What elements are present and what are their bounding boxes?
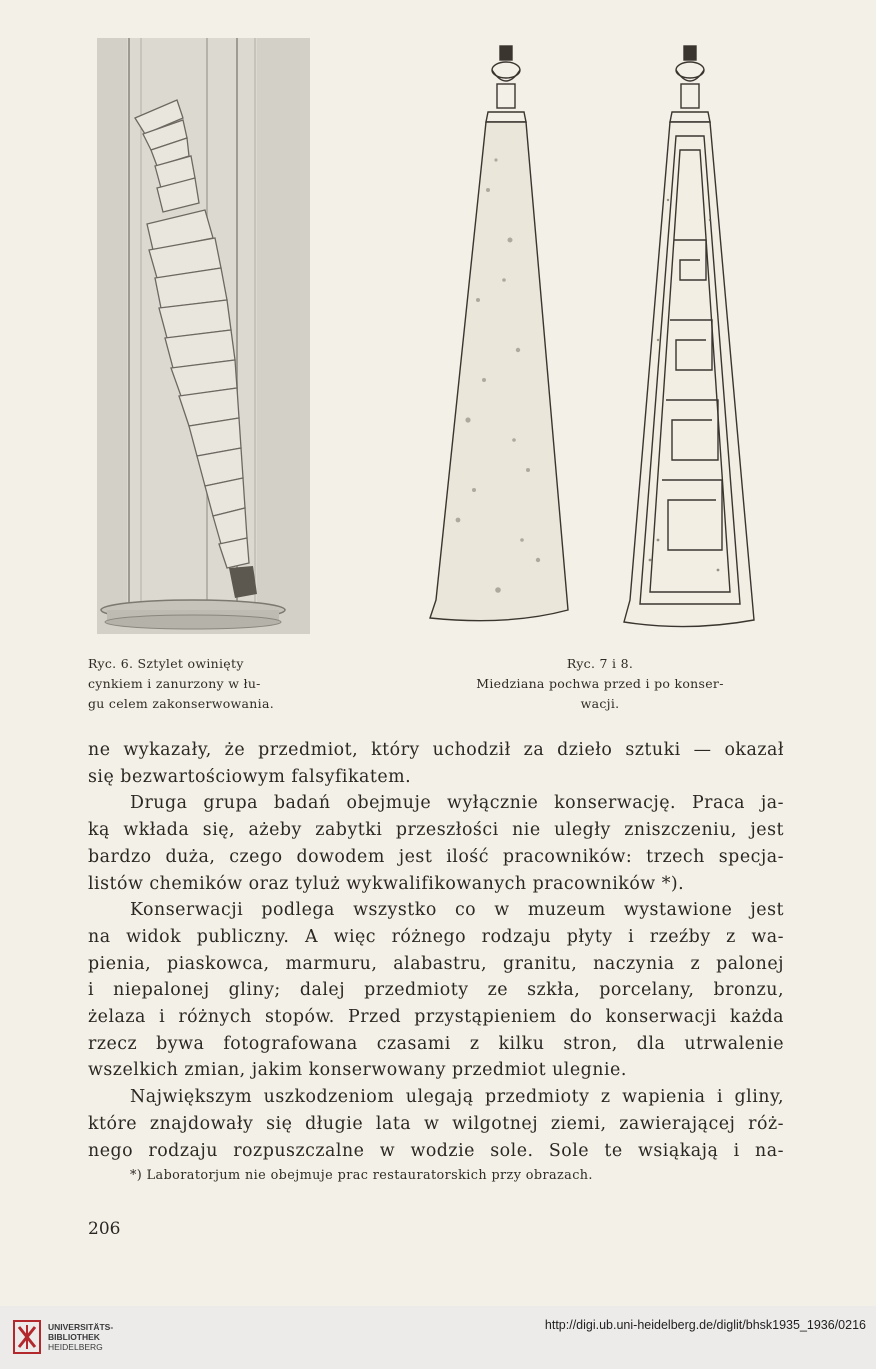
figure-6-caption (88, 654, 306, 714)
text-line: się bezwartościowym falsyfikatem. (88, 766, 412, 787)
footer-bar (0, 1306, 876, 1369)
caption-line: wacji. (580, 696, 620, 711)
logo-line: BIBLIOTHEK (48, 1332, 100, 1342)
library-logo-icon (10, 1317, 44, 1357)
text-line: Druga grupa badań obejmuje wyłącznie konserwację. Praca ja- (130, 793, 784, 814)
text-line: Konserwacji podlega wszystko co w muzeum wystawione jest (130, 900, 784, 921)
footnote: *) Laboratorjum nie obejmuje prac restauratorskich przy obrazach. (130, 1168, 593, 1183)
caption-line: cynkiem i zanurzony w łu- (88, 676, 261, 691)
text-line: listów chemików oraz tyluż wykwalifikowanych pracowników *). (88, 873, 685, 894)
figure-7-8-drawing (418, 40, 786, 638)
library-logo-text (48, 1322, 113, 1352)
body-text (88, 737, 784, 1164)
caption-line: Miedziana pochwa przed i po konser- (476, 676, 724, 691)
source-url-link[interactable]: http://digi.ub.uni-heidelberg.de/diglit/bhsk1935_1936/0216 (544, 1318, 866, 1332)
logo-line: UNIVERSITÄTS- (48, 1322, 114, 1332)
text-line: bardzo duża, czego dowodem jest ilość pracowników: trzech specja- (88, 846, 784, 867)
caption-line: Ryc. 7 i 8. (566, 656, 634, 671)
text-line: które znajdowały się długie lata w wilgotnej ziemi, zawierającej róż- (88, 1113, 784, 1134)
text-line: nego rodzaju rozpuszczalne w wodzie sole. Sole te wsiąkają i na- (88, 1140, 784, 1161)
figure-6-photo (97, 38, 310, 634)
caption-line: gu celem zakonserwowania. (88, 696, 274, 711)
text-line: i niepalonej gliny; dalej przedmioty ze szkła, porcelany, bronzu, (88, 980, 784, 1001)
text-line: Największym uszkodzeniom ulegają przedmioty z wapienia i gliny, (130, 1087, 784, 1108)
text-line: pienia, piaskowca, marmuru, alabastru, granitu, naczynia z palonej (88, 953, 784, 974)
text-line: ne wykazały, że przedmiot, który uchodził za dzieło sztuki — okazał (88, 740, 784, 760)
page-number: 206 (88, 1219, 121, 1239)
text-line: rzecz bywa fotografowana czasami z kilku stron, dla utrwalenie (88, 1033, 784, 1054)
text-line: żelaza i różnych stopów. Przed przystąpieniem do konserwacji każda (88, 1007, 784, 1028)
text-line: ką wkłada się, ażeby zabytki przeszłości nie uległy zniszczeniu, jest (88, 820, 784, 841)
text-line: wszelkich zmian, jakim konserwowany przedmiot ulegnie. (88, 1060, 627, 1081)
logo-line: HEIDELBERG (48, 1342, 103, 1352)
figure-7-8-caption (420, 654, 780, 714)
caption-line: Ryc. 6. Sztylet owinięty (88, 656, 244, 671)
text-line: na widok publiczny. A więc różnego rodzaju płyty i rzeźby z wa- (88, 926, 784, 947)
